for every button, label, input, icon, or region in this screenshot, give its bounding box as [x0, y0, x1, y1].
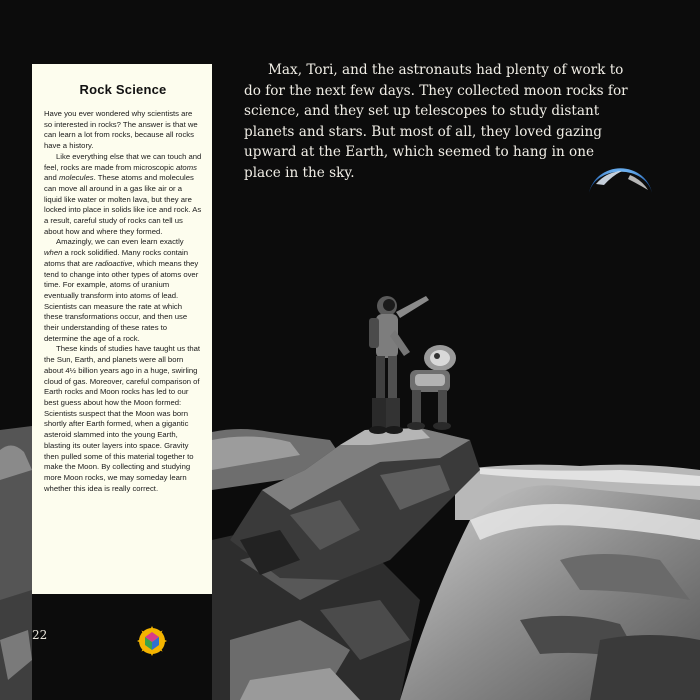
sidebar-title: Rock Science	[79, 82, 167, 97]
sidebar-paragraph-3	[44, 237, 202, 344]
robot-dog	[407, 345, 456, 430]
term-radioactive: radioactive	[95, 258, 133, 268]
sidebar-text: and	[44, 173, 59, 183]
sidebar-text: a rock solidified. Many rocks contain atoms that are	[44, 248, 189, 268]
term-atoms: atoms	[176, 162, 197, 172]
sidebar-paragraph-4: These kinds of studies have taught us that the Sun, Earth, and planets were all born about 4½ billion years ago in a huge, swirling cloud of gas. Moreover, careful comparison of Earth rocks and Moon rocks has led to our best guess about how the Moon formed: Scientists suspect that the Moon was born shortly after Earth formed, when a gigantic asteroid slammed into the young Earth, blasting its outer layers into space. Gravity then pulled some of this material together to make the Moon. By collecting and studying more Moon rocks, we may someday learn whether this idea is really correct.	[44, 344, 201, 493]
rock-science-badge-icon	[137, 626, 167, 656]
sidebar-paragraph-1: Have you ever wondered why scientists are so interested in rocks? The answer is that we can learn a lot from rocks, because all rocks have a history.	[44, 109, 198, 151]
story-text: Max, Tori, and the astronauts had plenty of work to do for the next few days. They collected moon rocks for science, and they set up telescopes to study distant planets and stars. But most of all, they loved gazing upward at the Earth, which seemed to hang in one place in the sky.	[244, 62, 628, 181]
sidebar-text: . These atoms and molecules can move all around in a gas like air or a liquid like water or molten lava, but they are locked into place in solids like ice and rock. As a result, careful study of rocks can tell us about how and where they formed.	[44, 173, 202, 236]
page-number: 22	[32, 628, 48, 642]
term-when: when	[44, 248, 63, 258]
sidebar-text: Like everything else that we can touch and feel, rocks are made from microscopic	[44, 151, 202, 172]
rock-science-sidebar	[32, 64, 212, 594]
sidebar-text: , which means they tend to change into other types of atoms over time. For example, atoms of uranium eventually transform into atoms of lead. Scientists can measure the rate at which these transformations occur, and then use their understanding of these rates to determine the age of a rock.	[44, 258, 199, 343]
sidebar-text: Amazingly, we can even learn exactly	[56, 237, 184, 247]
term-molecules: molecules	[58, 173, 94, 183]
crater-slope	[400, 485, 700, 700]
sidebar-paragraph-2	[44, 152, 202, 238]
sidebar-body	[44, 109, 202, 494]
